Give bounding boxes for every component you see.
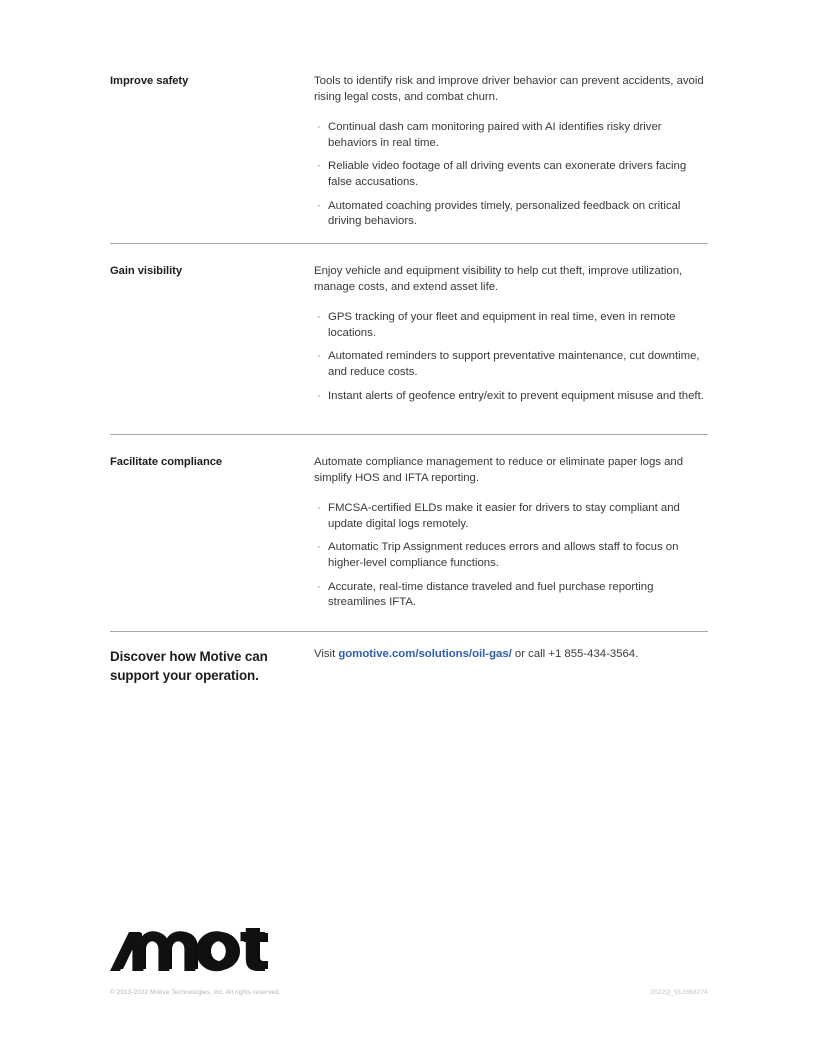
bullet-dot-icon: · [317, 580, 321, 593]
list-item [314, 389, 708, 405]
list-item [314, 501, 708, 532]
section-gain-visibility [110, 264, 708, 404]
section-heading: Facilitate compliance [110, 456, 223, 468]
section-lead-text: Automate compliance management to reduce or eliminate paper logs and simplify HOS and IFTA reporting. [314, 456, 684, 484]
section-heading: Gain visibility [110, 265, 182, 277]
document-id: 2022Q_913868274 [650, 989, 708, 996]
copyright-text: © 2013-2022 Motive Technologies, Inc. All rights reserved. [110, 989, 281, 996]
list-item-text: Instant alerts of geofence entry/exit to prevent equipment misuse and theft. [328, 389, 704, 402]
list-item-text: Accurate, real-time distance traveled and fuel purchase reporting streamlines IFTA. [328, 580, 654, 609]
list-item [314, 159, 708, 190]
motive-wordmark [110, 928, 280, 977]
section-facilitate-compliance [110, 455, 708, 611]
bullet-dot-icon: · [317, 311, 321, 324]
cta-website-link[interactable]: gomotive.com/solutions/oil-gas/ [338, 648, 512, 660]
bullet-dot-icon: · [317, 350, 321, 363]
bullet-dot-icon: · [317, 541, 321, 554]
list-item-text: Reliable video footage of all driving events can exonerate drivers facing false accusations. [328, 160, 687, 188]
list-item-text: Automatic Trip Assignment reduces errors and allows staff to focus on higher-level compliance functions. [328, 541, 679, 569]
list-item-text: Automated coaching provides timely, personalized feedback on critical driving behaviors. [328, 199, 681, 228]
cta-suffix-text: or call +1 855-434-3564. [511, 648, 639, 660]
list-item-text: GPS tracking of your fleet and equipment in real time, even in remote locations. [328, 311, 676, 339]
page-content [110, 0, 708, 1056]
list-item-text: FMCSA-certified ELDs make it easier for drivers to stay compliant and update digital logs remotely. [328, 502, 680, 530]
section-bullet-list [314, 120, 708, 230]
section-body-column [314, 74, 708, 230]
section-body-column [314, 455, 708, 611]
list-item [314, 310, 708, 341]
list-item [314, 580, 708, 611]
cta-body-text [314, 647, 708, 663]
bullet-dot-icon: · [317, 121, 321, 134]
section-lead-text: Tools to identify risk and improve driver behavior can prevent accidents, avoid rising legal costs, and combat churn. [314, 75, 704, 103]
cta-body-column [314, 647, 708, 663]
section-divider [110, 243, 708, 244]
list-item-text: Automated reminders to support preventative maintenance, cut downtime, and reduce costs. [328, 350, 700, 378]
bullet-dot-icon: · [317, 160, 321, 173]
cta-divider [110, 631, 708, 632]
section-divider [110, 434, 708, 435]
section-improve-safety [110, 74, 708, 230]
list-item [314, 540, 708, 571]
list-item [314, 349, 708, 380]
bullet-dot-icon: · [317, 199, 321, 212]
section-lead-text: Enjoy vehicle and equipment visibility to help cut theft, improve utilization, manage costs, and extend asset life. [314, 265, 683, 293]
section-heading: Improve safety [110, 75, 189, 87]
section-bullet-list [314, 310, 708, 404]
cta-prefix-text: Visit [314, 648, 339, 660]
cta-heading: Discover how Motive can support your operation. [110, 649, 268, 683]
section-heading-column [110, 455, 314, 470]
list-item [314, 120, 708, 151]
cta-heading-column [110, 647, 314, 685]
section-heading-column [110, 74, 314, 89]
bullet-dot-icon: · [317, 389, 321, 402]
list-item [314, 199, 708, 230]
section-heading-column [110, 264, 314, 279]
cta-section [110, 647, 708, 685]
list-item-text: Continual dash cam monitoring paired with AI identifies risky driver behaviors in real time. [328, 121, 662, 149]
section-body-column [314, 264, 708, 404]
section-bullet-list [314, 501, 708, 611]
bullet-dot-icon: · [317, 502, 321, 515]
